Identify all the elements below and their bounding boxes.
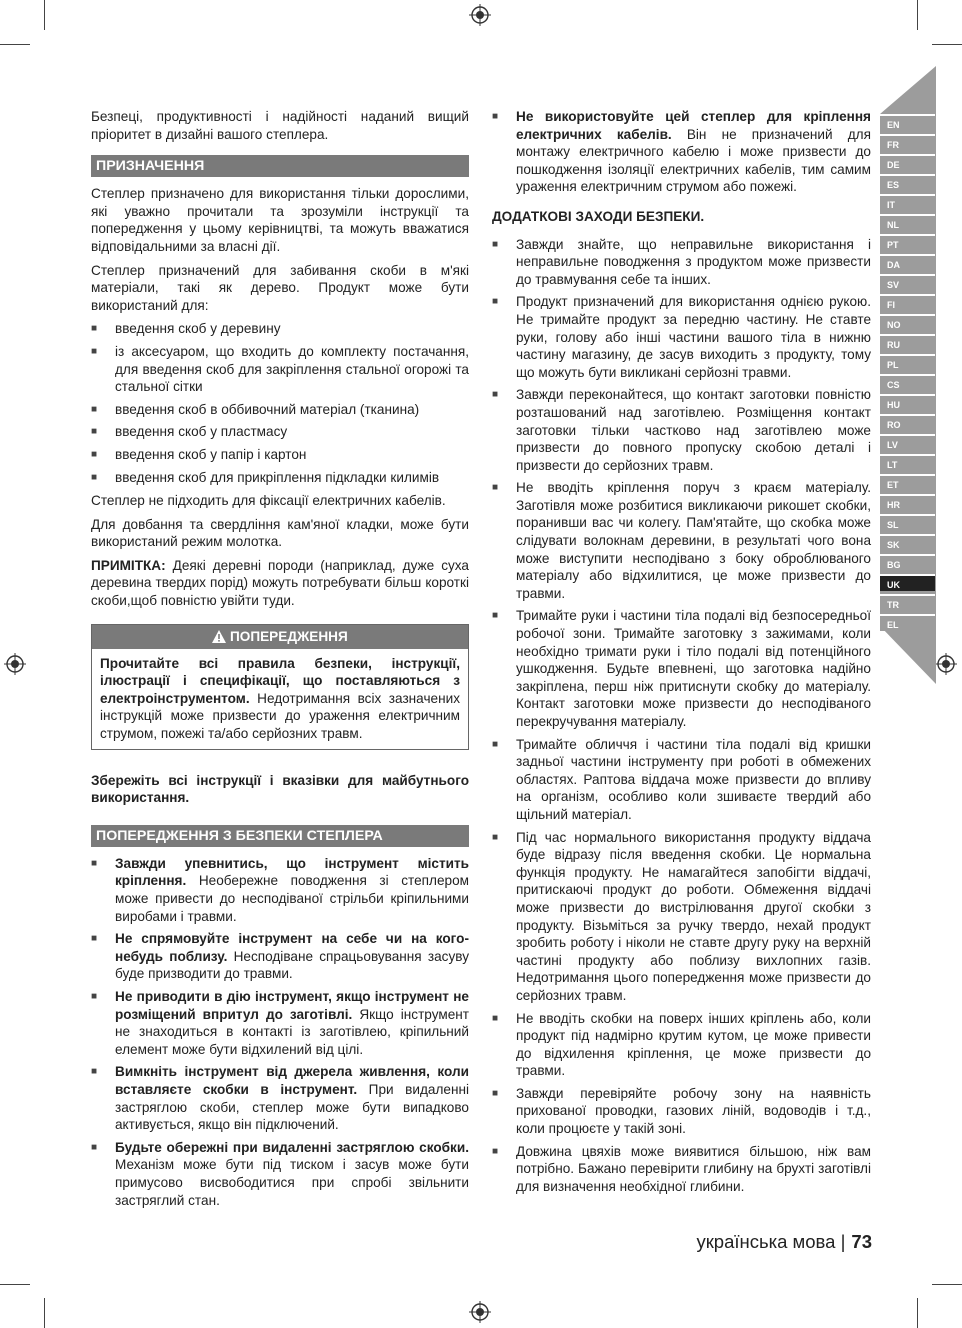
language-tab-hu[interactable]: HU xyxy=(880,394,935,411)
list-item-bold: Будьте обережні при видаленні застряглою скобки. xyxy=(115,1139,469,1155)
language-tab-tr[interactable]: TR xyxy=(880,594,935,611)
language-tab-uk[interactable]: UK xyxy=(880,574,935,591)
list-item xyxy=(492,108,871,196)
language-tab-en[interactable]: EN xyxy=(880,114,935,131)
footer-language: українська мова | xyxy=(696,1231,846,1252)
list-item: ■ введення скоб в оббивочний матеріал (тканина) xyxy=(91,401,469,419)
list-item-text: Необережне поводження зі степлером може привести до несподіваної стрільби кріпильними виробами і травми. xyxy=(115,873,469,924)
language-tab-cs[interactable]: CS xyxy=(880,374,935,391)
language-tab-pt[interactable]: PT xyxy=(880,234,935,251)
registration-mark-icon xyxy=(469,1301,491,1323)
list-item: ■ введення скоб у папір і картон xyxy=(91,446,469,464)
list-item xyxy=(91,988,469,1058)
warning-bold-text: Прочитайте всі правила безпеки, інструкції, ілюстрації і специфікації, що поставляються з електроінструментом. xyxy=(100,655,460,706)
list-item-bold: Завжди упевнитись, що інструмент містить кріплення. xyxy=(115,855,469,889)
crop-mark xyxy=(932,44,962,45)
list-item: ■ Завжди знайте, що неправильне використання і неправильне поводження з продуктом може призвести до травмування себе та інших. xyxy=(492,236,871,289)
warning-body xyxy=(92,649,468,749)
language-tab-sl[interactable]: SL xyxy=(880,514,935,531)
additional-safety-heading: ДОДАТКОВІ ЗАХОДИ БЕЗПЕКИ. xyxy=(492,208,705,224)
list-item xyxy=(91,1139,469,1209)
crop-mark xyxy=(44,1298,45,1328)
list-item-text: При видаленні застряглою скоби, степлер може бути випадково активується, якщо він підключений. xyxy=(115,1081,469,1133)
registration-mark-icon xyxy=(469,4,491,26)
language-tab-nl[interactable]: NL xyxy=(880,214,935,231)
note-text: Деякі деревні породи (наприклад, дуже суха деревина твердих порід) можуть потребувати більш короткі скоби,щоб повністю увійти туди. xyxy=(91,557,469,609)
list-item xyxy=(91,930,469,983)
language-tab-lv[interactable]: LV xyxy=(880,434,935,451)
list-item: ■ Продукт призначений для використання однією рукою. Не тримайте продукт за передню частину. Не ставте руки, голову або інші частини вашого тіла в нижню частину магазину, де засув виходить з продукту, тому що можуть бути викликані серйозні травми. xyxy=(492,293,871,381)
list-item: ■ введення скоб у деревину xyxy=(91,320,469,338)
language-tab-ru[interactable]: RU xyxy=(880,334,935,351)
list-item: ■ Завжди перевіряйте робочу зону на наявність прихованої проводки, газових ліній, водоводів і т.д., коли процюєте у такій зоні. xyxy=(492,1085,871,1138)
stapler-safety-list xyxy=(91,855,469,1209)
language-tab-hr[interactable]: HR xyxy=(880,494,935,511)
crop-mark xyxy=(917,1298,918,1328)
language-tab-fr[interactable]: FR xyxy=(880,134,935,151)
language-tab-et[interactable]: ET xyxy=(880,474,935,491)
right-column xyxy=(492,108,871,1201)
purpose-paragraph: Степлер призначено для використання тільки дорослими, які уважно прочитали та зрозуміли інструкції та попередження у цьому керівництві, та можуть вважатися відповідальними за власні дії. xyxy=(91,186,469,254)
purpose-paragraph: Для довбання та свердління кам'яної кладки, може бути використаний режим молотка. xyxy=(91,516,469,550)
crop-mark xyxy=(0,44,30,45)
warning-title xyxy=(92,625,468,649)
note-label: ПРИМІТКА: xyxy=(91,557,166,573)
intro-paragraph: Безпеці, продуктивності і надійності наданий вищий пріоритет в дизайні вашого степлера. xyxy=(91,109,469,142)
stapler-safety-heading: ПОПЕРЕДЖЕННЯ З БЕЗПЕКИ СТЕПЛЕРА xyxy=(91,825,469,847)
purpose-paragraph: Степлер призначений для забивання скоби в м'які матеріали, такі як дерево. Продукт може бути використаний для: xyxy=(91,262,469,313)
language-tab-sk[interactable]: SK xyxy=(880,534,935,551)
save-instructions-note xyxy=(91,772,469,807)
purpose-paragraph: Степлер не підходить для фіксації електричних кабелів. xyxy=(91,493,446,509)
list-item-text: Несподіване спрацьовування засуву буде призводити до травми. xyxy=(115,948,469,982)
language-tab-de[interactable]: DE xyxy=(880,154,935,171)
language-tab-da[interactable]: DA xyxy=(880,254,935,271)
language-tab-es[interactable]: ES xyxy=(880,174,935,191)
additional-safety-list xyxy=(492,236,871,1196)
language-tab-sv[interactable]: SV xyxy=(880,274,935,291)
save-instructions-text: Збережіть всі інструкції і вказівки для майбутнього використання. xyxy=(91,772,469,806)
crop-mark xyxy=(44,0,45,30)
crop-mark xyxy=(917,0,918,30)
registration-mark-icon xyxy=(935,653,957,675)
language-tab-el[interactable]: EL xyxy=(880,614,935,631)
language-tab-pl[interactable]: PL xyxy=(880,354,935,371)
crop-mark xyxy=(0,1284,30,1285)
registration-mark-icon xyxy=(4,653,26,675)
list-item: ■ Завжди переконайтеся, що контакт заготовки повністю розташований над заготівлею. Розміщення контакт заготовки тільки частково над заготівлею може призвести до повного пропуску скобою деталі і призвести до серйозних травм. xyxy=(492,386,871,474)
list-item: ■ введення скоб у пластмасу xyxy=(91,423,469,441)
language-tab-bg[interactable]: BG xyxy=(880,554,935,571)
list-item-text: Він не призначений для монтажу електричного кабелю і може призвести до пошкодження ізоляції електричних кабелів, тим самим ураження електричним струмом або пожежі. xyxy=(516,126,871,195)
language-tab-it[interactable]: IT xyxy=(880,194,935,211)
warning-text: Недотримання всіх зазначених інструкцій може призвести до ураження електричним струмом, пожежі та/або серйозних травм. xyxy=(100,690,460,742)
page-footer xyxy=(696,1231,872,1253)
language-tab-no[interactable]: NO xyxy=(880,314,935,331)
list-item-bold: Вимкніть інструмент від джерела живлення, коли вставляєте скобки в інструмент. xyxy=(115,1064,469,1097)
list-item: ■ Тримайте обличчя і частини тіла подалі від кришки задньої частини інструменту при роботі в обмежених областях. Раптова віддача може призвести до впливу на організм, особливо коли зшиваєте твердий або щільний матеріал. xyxy=(492,736,871,824)
crop-mark xyxy=(932,1284,962,1285)
cable-warning-list xyxy=(492,108,871,196)
list-item-bold: Не спрямовуйте інструмент на себе чи на кого-небудь поблизу. xyxy=(115,931,469,964)
list-item-text: Якщо інструмент не знаходиться в контакті із заготівлею, кріпильний елемент може бути відхилений від цілі. xyxy=(115,1006,469,1057)
list-item: ■ Довжина цвяхів може виявитися більшою, ніж вам потрібно. Бажано перевірити глибину на брухті заготівлі для визначення необхідної глибини. xyxy=(492,1143,871,1196)
warning-title-text: ПОПЕРЕДЖЕННЯ xyxy=(230,628,348,644)
list-item: ■ із аксесуаром, що входить до комплекту постачання, для введення скоб для закріплення стальної огорожі та стальної сітки xyxy=(91,343,469,396)
left-column xyxy=(91,108,469,1215)
purpose-heading: ПРИЗНАЧЕННЯ xyxy=(91,155,469,177)
note-paragraph xyxy=(91,557,469,610)
page-number: 73 xyxy=(851,1231,872,1252)
list-item: ■ Не вводіть скобки на поверх інших кріплень або, коли продукт під надмірно крутим кутом, це може привести до відхилення кріплення, це може призвести до травми. xyxy=(492,1010,871,1080)
list-item-bold: Не приводити в дію інструмент, якщо інструмент не розміщений впритул до заготівлі. xyxy=(115,988,469,1022)
language-tab-fi[interactable]: FI xyxy=(880,294,935,311)
list-item: ■ Тримайте руки і частини тіла подалі від безпосередньої робочої зони. Тримайте заготовку з зажимами, коли необхідно тримати руки і тіло подалі від потенційного ушкодження. Будьте впевнені, що заготовка надійно закріплена, перш ніж притиснути скобку до матеріалу. Контакт заготовки може призвести до несподіваного перекручування матеріалу. xyxy=(492,607,871,730)
warning-triangle-icon xyxy=(212,630,226,643)
list-item: ■ Не вводіть кріплення поруч з краєм матеріалу. Заготівля може розбитися викликаючи рикошет скобки, поранивши вас чи колегу. Пам'ятайте, що скобка може слідувати волокнам деревини, в результаті чого вона може виступити несподівано з боку оброблюваного матеріалу або відхилитися, це може призвести до травми. xyxy=(492,479,871,602)
list-item xyxy=(91,855,469,925)
language-tab-lt[interactable]: LT xyxy=(880,454,935,471)
warning-box xyxy=(91,624,469,750)
language-tab-ro[interactable]: RO xyxy=(880,414,935,431)
list-item-text: Механізм може бути під тиском і засув може бути примусово висвободитися при спробі звільнити застряглий стан. xyxy=(115,1157,469,1208)
list-item: ■ Під час нормального використання продукту віддача буде відразу після введення скобки. Це нормальна функція продукту. Не намагайтеся запобігти віддачі, притискаючі продукт до роботи. Обмеження віддачі може призвести до вистрілювання другої скобки з продукту. Візьміться за ручку твердо, нехай продукт зробить роботу і ніколи не ставте другу руку на верхній частині продукту або поблизу вихлопних газів. Недотримання цього попередження може призвести до серйозних травм. xyxy=(492,829,871,1005)
purpose-list xyxy=(91,320,469,486)
list-item: ■ введення скоб для прикріплення підкладки килимів xyxy=(91,469,469,487)
list-item xyxy=(91,1063,469,1133)
list-item-bold: Не використовуйте цей степлер для кріплення електричних кабелів. xyxy=(516,109,871,142)
